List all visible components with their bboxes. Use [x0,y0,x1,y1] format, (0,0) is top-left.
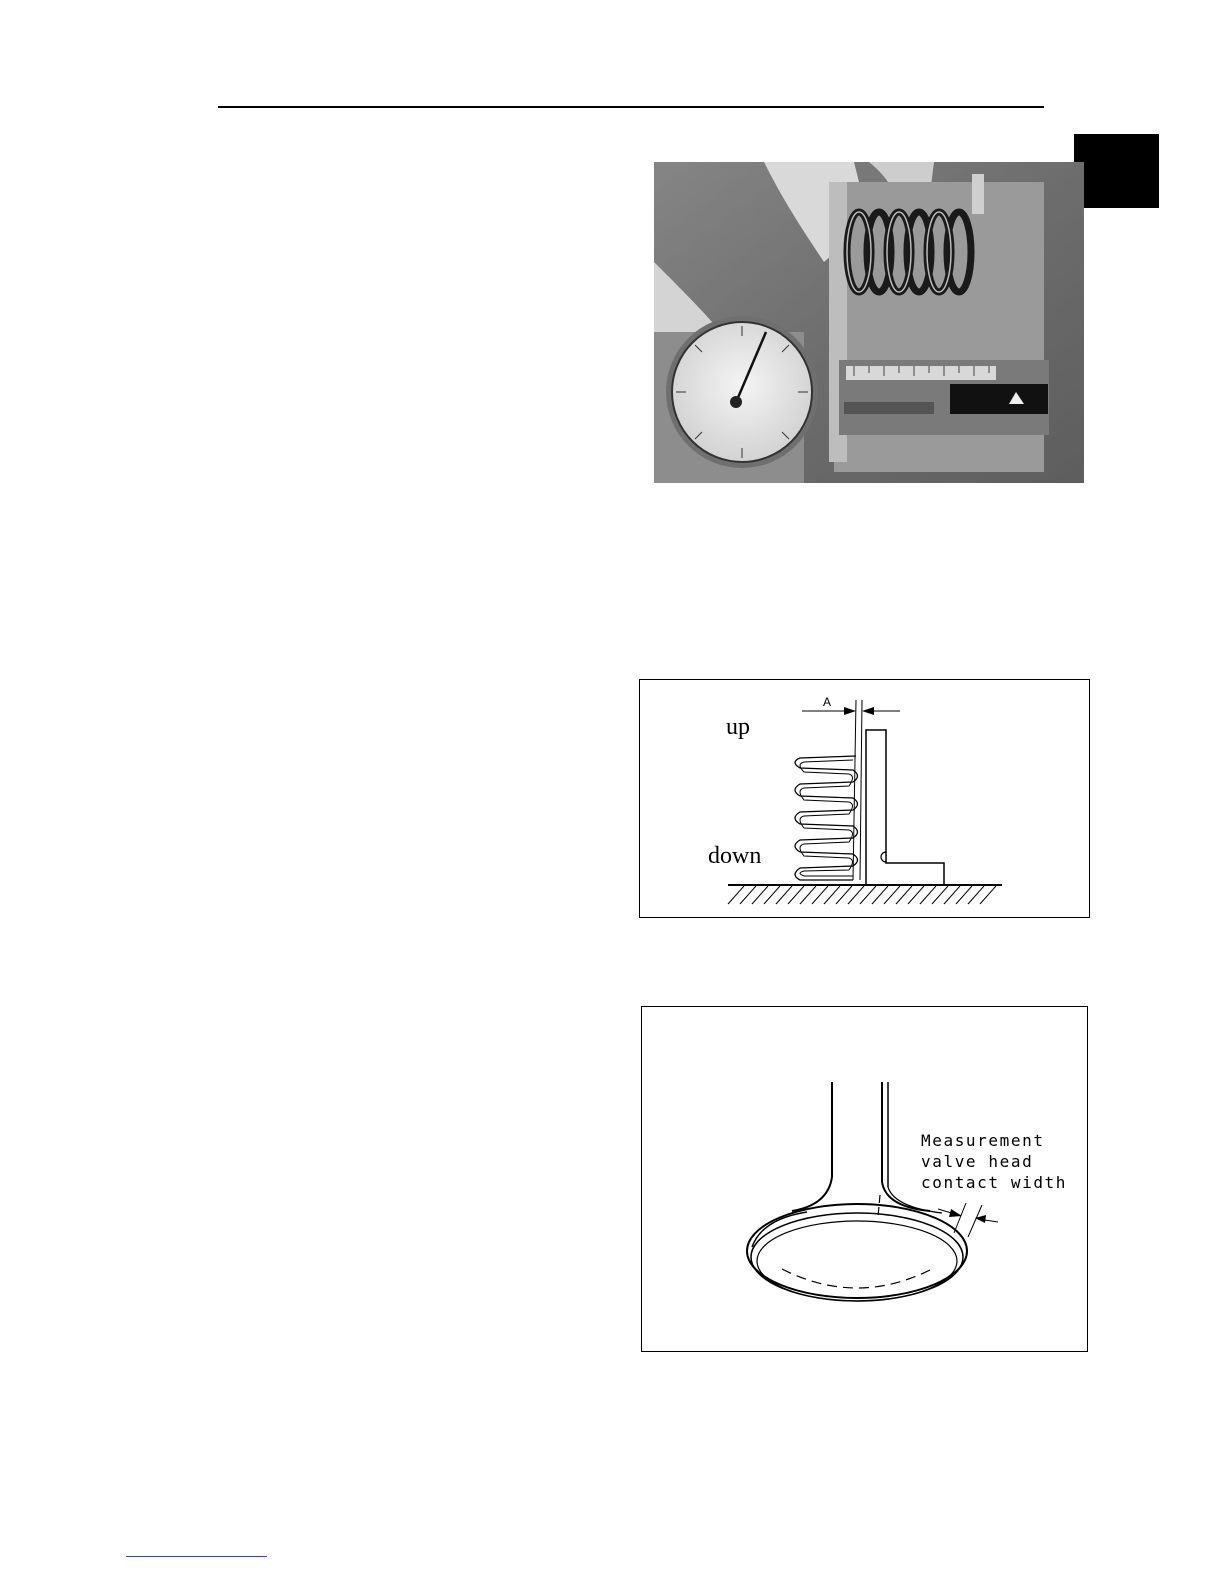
caliper-spring-photo [654,162,1084,483]
label-line-3: contact width [921,1173,1068,1192]
footer-link-underline [126,1556,267,1557]
valve-contact-width-figure [641,1006,1088,1352]
spring-squareness-figure [639,679,1090,918]
up-label: up [726,714,750,740]
dimension-a-label: A [823,695,832,709]
header-rule [218,106,1044,108]
label-line-2: valve head [921,1152,1034,1171]
label-line-1: Measurement [921,1131,1045,1150]
contact-width-label [921,1130,1067,1193]
down-label: down [708,843,762,869]
chapter-side-tab [1074,134,1159,208]
